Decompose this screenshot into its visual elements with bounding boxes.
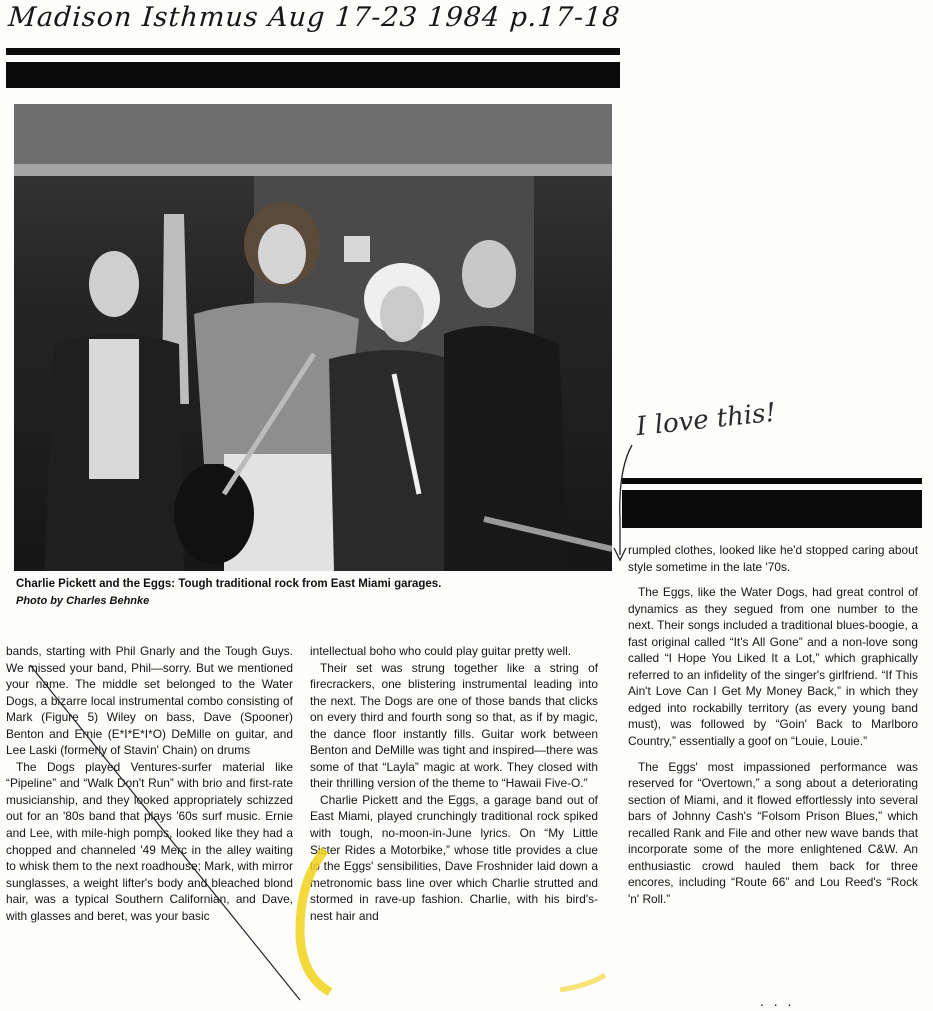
col3-paragraph: The Eggs, like the Water Dogs, had great control of dynamics as they segued from one number to the next. Their songs included a traditional blues-boogie, a fast original called “It's All Gone” and a non-love song called “I Hope You Liked It a Lot,” which graphically referred to an infidelity of the singer's girlfriend. “If This Ain't Love Can I Get My Money Back,” in which they edged into rockabilly territory (as every young band must), was followed by “Goin' Back to Marlboro Country,” essentially a goof on “Louie, Louie.” [628,585,918,749]
photo-credit: Photo by Charles Behnke [16,595,150,607]
col1-paragraph: bands, starting with Phil Gnarly and the Tough Guys. We missed your band, Phil—sorry. But we mentioned your name. The middle set belonged to the Water Dogs, a bizarre local instrumental combo consisting of Mark (Figure 5) Wiley on bass, Dave (Spooner) Benton and Ernie (E*I*E*I*O) DeMille on guitar, and Lee Laski (formerly of Stavin' Chain) on drums [6,644,293,758]
band-photo [14,104,612,571]
photo-caption: Charlie Pickett and the Eggs: Tough traditional rock from East Miami garages. [16,578,442,590]
handwritten-source-note: Madison Isthmus Aug 17-23 1984 p.17-18 [7,2,622,33]
header-rule-top [6,48,620,55]
col3-paragraph: rumpled clothes, looked like he'd stopped caring about style sometime in the late '70s. [628,543,918,574]
article-column-2 [310,643,598,924]
col2-paragraph: Their set was strung together like a string of firecrackers, one blistering instrumental leading into the next. The Dogs are one of those bands that clicks on every third and fourth song so that, as if by magic, the dance floor instantly fills. Guitar work between Benton and DeMille was tight and inspired—there was some of that “Layla” magic at work. They closed with their thrilling version of the theme to “Hawaii Five-O.” [310,660,598,791]
right-rule-bottom [622,490,922,528]
col2-paragraph: Charlie Pickett and the Eggs, a garage band out of East Miami, played crunchingly traditional rock spiked with tough, no-moon-in-June lyrics. On “My Little Sister Rides a Motorbike,” whose title provides a clue to the Eggs' sensibilities, Dave Froshnider laid down a metronomic bass line over which Charlie strutted and stormed in rave-up fashion. Charlie, with his bird's-nest hair and [310,792,598,923]
handwritten-margin-note: I love this! [634,397,778,443]
continuation-mark: . . . [760,993,795,1009]
header-rule-bottom [6,62,620,88]
band-photo-illustration [14,104,612,571]
article-column-3 [628,542,918,907]
col2-paragraph: intellectual boho who could play guitar pretty well. [310,644,572,658]
col3-paragraph: The Eggs' most impassioned performance was reserved for “Overtown,” a song about a deteriorating section of Miami, and it flowed effortlessly into several bars of Johnny Cash's “Folsom Prison Blues,” which recalled Rank and File and other new wave bands that incorporate some of the more enlightened C&W. An enthusiastic crowd hauled them back for three encores, including “Route 66” and Lou Reed's “Rock 'n' Roll.” [628,759,918,906]
article-column-1 [6,643,293,924]
col1-paragraph: The Dogs played Ventures-surfer material like “Pipeline” and “Walk Don't Run” with brio and first-rate musicianship, and they looked appropriately schizzed out for an '80s band that plays '60s surf music. Ernie and Lee, with mile-high pomps, looked like they had a chopped and channeled '49 Merc in the alley waiting to whisk them to the next roadhouse; Mark, with mirror sunglasses, a weight lifter's body and bleached blond hair, was a typical Southern Californian, and Dave, with glasses and beret, was your basic [6,759,293,923]
highlighter-mark [560,975,605,990]
right-rule-top [622,478,922,484]
pen-arrow-head [614,548,626,560]
